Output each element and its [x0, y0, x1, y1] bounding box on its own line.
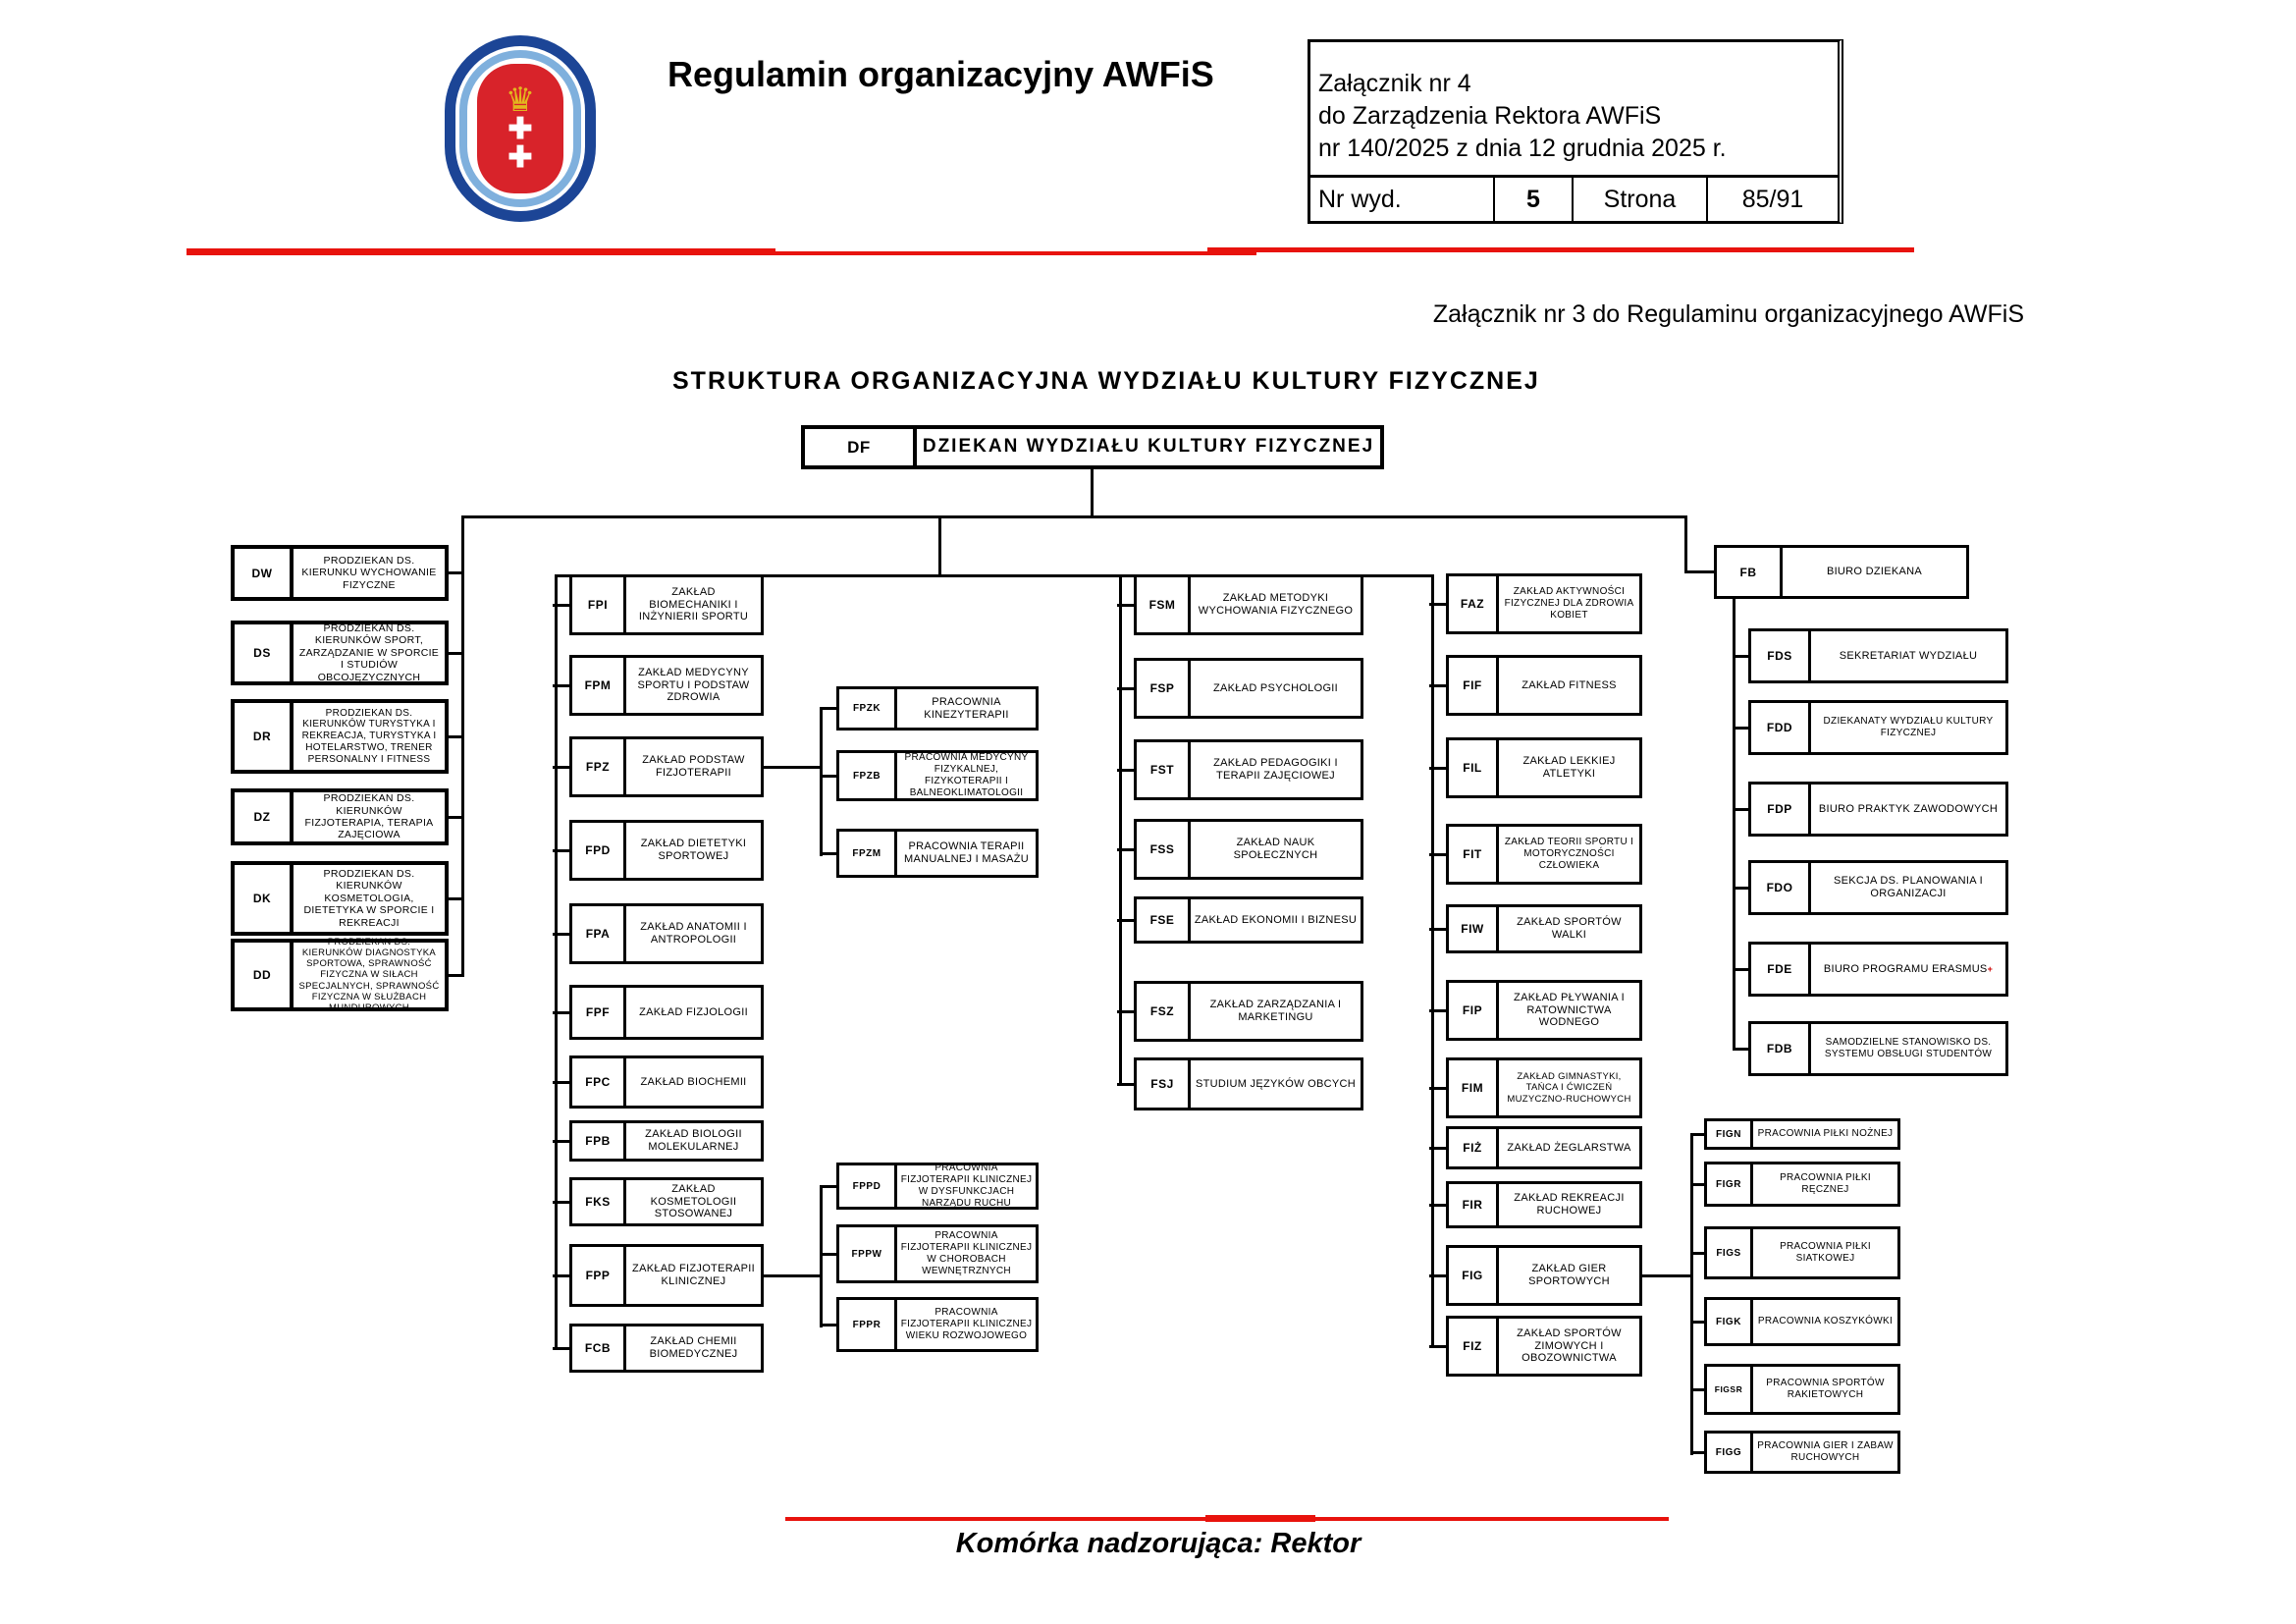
org-box-fcb [569, 1324, 764, 1373]
org-box-code: FSM [1137, 577, 1191, 632]
org-box-code: FPPW [839, 1227, 897, 1280]
org-box-label: ZAKŁAD GIMNASTYKI, TAŃCA I ĆWICZEŃ MUZYCZNO-RUCHOWYCH [1507, 1071, 1631, 1105]
connector-line [1117, 1010, 1136, 1013]
org-box-label: ZAKŁAD FITNESS [1522, 678, 1617, 691]
connector-line [553, 1140, 571, 1143]
document-title: Regulamin organizacyjny AWFiS [667, 54, 1214, 94]
org-box-code: FPZK [839, 689, 897, 728]
org-box-code: DR [235, 703, 294, 770]
org-box-label: ZAKŁAD METODYKI WYCHOWANIA FIZYCZNEGO [1198, 592, 1354, 617]
connector-line [1642, 1274, 1692, 1277]
connector-line [820, 707, 823, 856]
connector-line [1733, 727, 1750, 730]
org-box-label: DZIEKANATY WYDZIAŁU KULTURY FIZYCZNEJ [1823, 716, 1994, 738]
org-box-label: PRACOWNIA TERAPII MANUALNEJ I MASAŻU [903, 840, 1030, 865]
org-box-fpi [569, 574, 764, 635]
org-box-fss [1134, 819, 1363, 880]
org-box-code: DS [235, 624, 294, 681]
org-box-dd [231, 936, 449, 1014]
connector-line [447, 897, 463, 900]
supervision-note: Komórka nadzorująca: Rektor [955, 1528, 1362, 1559]
connector-line [1117, 687, 1136, 690]
connector-line [938, 518, 941, 577]
org-box-code: FPZB [839, 753, 897, 798]
org-box-label: ZAKŁAD DIETETYKI SPORTOWEJ [640, 838, 747, 862]
org-box-label: PRACOWNIA MEDYCYNY FIZYKALNEJ, FIZYKOTERAPII I BALNEOKLIMATOLOGII [904, 752, 1029, 798]
connector-line [1429, 603, 1448, 606]
chart-title: STRUKTURA ORGANIZACYJNA WYDZIAŁU KULTURY FIZYCZNEJ [672, 367, 1540, 395]
org-box-figs [1704, 1226, 1900, 1279]
org-box-fpp [569, 1244, 764, 1307]
org-box-code: FB [1717, 548, 1783, 596]
connector-line [1733, 887, 1750, 890]
org-box-dw [231, 545, 449, 601]
red-rule-bottom-accent [1205, 1515, 1315, 1522]
org-box-code: FCB [572, 1326, 626, 1370]
org-box-label: PRACOWNIA SPORTÓW RAKIETOWYCH [1766, 1378, 1885, 1400]
connector-line [447, 571, 463, 574]
connector-line [1690, 1183, 1706, 1186]
org-box-label: PRACOWNIA PIŁKI RĘCZNEJ [1780, 1172, 1871, 1195]
connector-line [820, 775, 838, 778]
connector-line [1117, 1083, 1136, 1086]
connector-line [1690, 1252, 1706, 1255]
org-box-code: FIF [1449, 658, 1499, 713]
connector-line [820, 707, 838, 710]
org-box-label: PRODZIEKAN DS. KIERUNKÓW TURYSTYKA I REKREACJA, TURYSTYKA I HOTELARSTWO, TRENER PERSONALNY I FITNESS [301, 707, 437, 765]
org-box-figg [1704, 1431, 1900, 1474]
connector-line [447, 735, 463, 738]
connector-line [1684, 570, 1716, 573]
org-box-fpf [569, 985, 764, 1040]
connector-line [820, 1185, 838, 1188]
org-box-fil [1446, 737, 1642, 798]
connector-line [820, 852, 838, 855]
org-box-label: STUDIUM JĘZYKÓW OBCYCH [1195, 1077, 1357, 1090]
org-box-fpzb [836, 750, 1039, 801]
connector-line [1690, 1133, 1706, 1136]
org-box-code: FSZ [1137, 984, 1191, 1039]
org-box-fse [1134, 896, 1363, 944]
org-box-faz [1446, 573, 1642, 634]
connector-line [1429, 1274, 1448, 1277]
org-box-label: DZIEKAN WYDZIAŁU KULTURY FIZYCZNEJ [922, 436, 1375, 458]
connector-line [1117, 769, 1136, 772]
org-box-code: FIGSR [1707, 1367, 1753, 1412]
org-box-code: FPP [572, 1247, 626, 1304]
org-box-code: FIŻ [1449, 1129, 1499, 1166]
org-box-label: ZAKŁAD FIZJOTERAPII KLINICZNEJ [632, 1263, 755, 1287]
connector-line [764, 1274, 822, 1277]
org-box-code: FIT [1449, 827, 1499, 882]
org-box-label: PRACOWNIA GIER I ZABAW RUCHOWYCH [1757, 1440, 1894, 1463]
org-box-fks [569, 1177, 764, 1226]
org-box-dk [231, 861, 449, 936]
attachment-line-2: do Zarządzenia Rektora AWFiS [1318, 102, 1662, 130]
org-box-label: ZAKŁAD REKREACJI RUCHOWEJ [1514, 1192, 1625, 1217]
connector-line [1117, 919, 1136, 922]
org-box-label: BIURO PROGRAMU ERASMUS + [1823, 962, 1994, 975]
org-box-fit [1446, 824, 1642, 885]
connector-line [1117, 848, 1136, 851]
org-box-fir [1446, 1181, 1642, 1228]
org-box-label: ZAKŁAD BIOCHEMII [640, 1075, 747, 1088]
gdansk-crest [477, 64, 563, 193]
org-box-fppr [836, 1297, 1039, 1352]
org-box-fign [1704, 1118, 1900, 1150]
org-box-label: ZAKŁAD MEDYCYNY SPORTU I PODSTAW ZDROWIA [637, 666, 750, 704]
org-box-fpm [569, 655, 764, 716]
org-box-label: PRODZIEKAN DS. KIERUNKÓW KOSMETOLOGIA, DIETETYKA W SPORCIE I REKREACJI [303, 868, 435, 929]
org-box-fif [1446, 655, 1642, 716]
org-box-fpzk [836, 686, 1039, 731]
connector-line [1733, 1048, 1750, 1051]
connector-line [1690, 1388, 1706, 1391]
connector-line [1429, 928, 1448, 931]
connector-line [1429, 1009, 1448, 1012]
org-box-fiż [1446, 1126, 1642, 1169]
org-box-label: ZAKŁAD EKONOMII I BIZNESU [1194, 913, 1358, 926]
org-box-fiz [1446, 1316, 1642, 1377]
attachment-meta-row [1310, 178, 1838, 221]
org-box-code: FPF [572, 988, 626, 1037]
org-box-code: FST [1137, 742, 1191, 797]
org-box-label: ZAKŁAD SPORTÓW ZIMOWYCH I OBOZOWNICTWA [1517, 1326, 1622, 1365]
connector-line [553, 1081, 571, 1084]
org-box-label: PRODZIEKAN DS. KIERUNKU WYCHOWANIE FIZYCZNE [301, 554, 437, 591]
org-box-fsj [1134, 1057, 1363, 1110]
org-box-code: FIGG [1707, 1434, 1753, 1471]
org-box-code: FIR [1449, 1184, 1499, 1225]
connector-line [1429, 853, 1448, 856]
org-box-fst [1134, 739, 1363, 800]
org-box-code: FSP [1137, 661, 1191, 716]
org-box-fpd [569, 820, 764, 881]
org-box-label: ZAKŁAD CHEMII BIOMEDYCZNEJ [649, 1335, 738, 1360]
org-box-fsz [1134, 981, 1363, 1042]
org-box-code: FSJ [1137, 1060, 1191, 1108]
connector-line [1431, 574, 1434, 1348]
connector-line [461, 515, 1687, 518]
org-box-label: PRACOWNIA FIZJOTERAPII KLINICZNEJ W DYSFUNKCJACH NARZĄDU RUCHU [900, 1163, 1033, 1209]
connector-line [553, 1347, 571, 1350]
org-box-code: FIGS [1707, 1229, 1753, 1276]
org-box-label: PRACOWNIA PIŁKI SIATKOWEJ [1780, 1241, 1871, 1264]
org-box-code: FPZ [572, 739, 626, 794]
org-box-code: FIM [1449, 1060, 1499, 1115]
connector-line [1117, 604, 1136, 607]
org-box-label: ZAKŁAD ZARZĄDZANIA I MARKETINGU [1209, 999, 1342, 1023]
org-box-fppd [836, 1163, 1039, 1210]
connector-line [1684, 518, 1687, 573]
connector-line [1091, 469, 1094, 516]
org-box-fb [1714, 545, 1969, 599]
org-box-code: FPPR [839, 1300, 897, 1349]
connector-line [1429, 1345, 1448, 1348]
strona-label: Strona [1574, 178, 1708, 221]
org-box-fpc [569, 1056, 764, 1109]
cross-icon: ✚ [507, 113, 533, 145]
org-box-label: PRACOWNIA FIZJOTERAPII KLINICZNEJ W CHOROBACH WEWNĘTRZNYCH [900, 1230, 1033, 1276]
crown-icon: ♛ [505, 81, 536, 119]
connector-line [1429, 1087, 1448, 1090]
org-box-code: FPB [572, 1123, 626, 1159]
org-box-figsr [1704, 1364, 1900, 1415]
org-box-fpb [569, 1120, 764, 1162]
org-box-code: FIGR [1707, 1164, 1753, 1204]
connector-line [1429, 1147, 1448, 1150]
org-box-code: FIZ [1449, 1319, 1499, 1374]
org-box-fsm [1134, 574, 1363, 635]
org-box-figr [1704, 1162, 1900, 1207]
org-box-dz [231, 788, 449, 845]
org-box-code: FDO [1751, 863, 1811, 912]
org-box-label: ZAKŁAD TEORII SPORTU I MOTORYCZNOŚCI CZŁOWIEKA [1504, 837, 1634, 871]
org-box-code: DW [235, 549, 294, 597]
nr-wyd-value: 5 [1495, 178, 1574, 221]
org-box-label: ZAKŁAD KOSMETOLOGII STOSOWANEJ [650, 1182, 737, 1220]
org-box-fiw [1446, 904, 1642, 953]
org-box-fig [1446, 1245, 1642, 1306]
org-box-code: FDS [1751, 631, 1811, 680]
awfis-logo [445, 35, 596, 222]
connector-line [553, 684, 571, 687]
org-box-label: ZAKŁAD NAUK SPOŁECZNYCH [1233, 837, 1318, 861]
org-box-code: FKS [572, 1180, 626, 1223]
org-box-fde [1748, 942, 2008, 997]
org-box-label: ZAKŁAD LEKKIEJ ATLETYKI [1522, 755, 1616, 780]
connector-line [820, 1324, 838, 1326]
org-box-code: FPC [572, 1058, 626, 1106]
org-box-code: FDD [1751, 703, 1811, 752]
org-box-label: PRODZIEKAN DS. KIERUNKÓW SPORT, ZARZĄDZANIE W SPORCIE I STUDIÓW OBCOJĘZYCZNYCH [298, 623, 440, 683]
org-box-label: ZAKŁAD PŁYWANIA I RATOWNICTWA WODNEGO [1514, 991, 1625, 1029]
connector-line [553, 849, 571, 852]
strona-value: 85/91 [1741, 185, 1804, 213]
connector-line [820, 1253, 838, 1256]
org-box-label: PRACOWNIA KOSZYKÓWKI [1757, 1316, 1894, 1327]
org-box-code: FSE [1137, 899, 1191, 941]
connector-line [1690, 1451, 1706, 1454]
org-box-code: FIG [1449, 1248, 1499, 1303]
org-box-code: FIGK [1707, 1300, 1753, 1343]
cross-icon: ✚ [507, 141, 533, 174]
org-box-code: FIL [1449, 740, 1499, 795]
connector-line [555, 574, 1434, 577]
org-box-code: DD [235, 943, 294, 1007]
org-box-code: FSS [1137, 822, 1191, 877]
org-box-label: ZAKŁAD PEDAGOGIKI I TERAPII ZAJĘCIOWEJ [1213, 757, 1338, 782]
org-box-code: FIW [1449, 907, 1499, 950]
org-box-code: FDP [1751, 785, 1811, 834]
org-box-label: ZAKŁAD AKTYWNOŚCI FIZYCZNEJ DLA ZDROWIA KOBIET [1504, 586, 1634, 621]
org-box-dr [231, 699, 449, 774]
attachment-table [1308, 39, 1843, 224]
attachment-subtitle: Załącznik nr 3 do Regulaminu organizacyjnego AWFiS [1432, 300, 2024, 328]
org-box-label: PRODZIEKAN DS. KIERUNKÓW FIZJOTERAPIA, TERAPIA ZAJĘCIOWA [304, 792, 434, 841]
attachment-info [1310, 42, 1838, 178]
org-box-label: PRACOWNIA KINEZYTERAPII [924, 695, 1009, 721]
org-box-code: DK [235, 865, 294, 932]
org-box-label: ZAKŁAD ANATOMII I ANTROPOLOGII [640, 921, 747, 946]
org-box-code: FPM [572, 658, 626, 713]
org-box-label: ZAKŁAD PODSTAW FIZJOTERAPII [642, 754, 745, 779]
org-box-code: FDB [1751, 1024, 1811, 1073]
logo-inner-ring [459, 50, 581, 207]
org-box-fpa [569, 903, 764, 964]
org-box-fpz [569, 736, 764, 797]
org-box-code: FPD [572, 823, 626, 878]
org-box-label: SEKRETARIAT WYDZIAŁU [1839, 649, 1978, 662]
connector-line [1429, 767, 1448, 770]
connector-line [1429, 1204, 1448, 1207]
org-box-figk [1704, 1297, 1900, 1346]
org-box-label: ZAKŁAD PSYCHOLOGII [1212, 681, 1339, 694]
connector-line [553, 604, 571, 607]
org-box-fim [1446, 1057, 1642, 1118]
connector-line [447, 974, 463, 977]
connector-line [461, 515, 464, 977]
connector-line [553, 933, 571, 936]
org-box-code: DZ [235, 792, 294, 841]
org-box-label: ZAKŁAD FIZJOLOGII [639, 1005, 748, 1018]
org-box-code: FPZM [839, 832, 897, 875]
org-box-fppw [836, 1224, 1039, 1283]
connector-line [553, 1274, 571, 1277]
red-rule-top-right [1207, 247, 1914, 252]
org-box-label: BIURO PRAKTYK ZAWODOWYCH [1818, 802, 1999, 815]
connector-line [1733, 968, 1750, 971]
org-box-label: ZAKŁAD SPORTÓW WALKI [1517, 916, 1622, 941]
org-box-df [801, 425, 1384, 469]
attachment-line-3: nr 140/2025 z dnia 12 grudnia 2025 r. [1318, 135, 1727, 162]
connector-line [820, 1185, 823, 1327]
org-box-code: FAZ [1449, 576, 1499, 631]
connector-line [1429, 684, 1448, 687]
connector-line [764, 766, 822, 769]
connector-line [1690, 1321, 1706, 1324]
attachment-line-1: Załącznik nr 4 [1318, 70, 1471, 97]
org-box-fdb [1748, 1021, 2008, 1076]
org-box-label: PRODZIEKAN DS. KIERUNKÓW DIAGNOSTYKA SPORTOWA, SPRAWNOŚĆ FIZYCZNA W SIŁACH SPECJALNYCH, SPRAWNOŚĆ FIZYCZNA W SŁUŻBACH MUNDUROWYCH [298, 936, 440, 1014]
org-box-fdo [1748, 860, 2008, 915]
org-box-label: SEKCJA DS. PLANOWANIA I ORGANIZACJI [1834, 875, 1983, 899]
org-box-fip [1446, 980, 1642, 1041]
connector-line [1733, 655, 1750, 658]
org-box-code: FIGN [1707, 1121, 1753, 1147]
org-box-fds [1748, 628, 2008, 683]
connector-line [1119, 574, 1122, 1086]
org-box-fdd [1748, 700, 2008, 755]
connector-line [1690, 1133, 1693, 1455]
org-box-label: BIURO DZIEKANA [1826, 566, 1923, 578]
org-box-label: PRACOWNIA PIŁKI NOŻNEJ [1757, 1128, 1894, 1140]
org-box-label: ZAKŁAD BIOMECHANIKI I INŻYNIERII SPORTU [638, 585, 749, 623]
org-box-ds [231, 621, 449, 685]
logo-outer-ring [445, 35, 596, 222]
org-box-code: FIP [1449, 983, 1499, 1038]
org-box-code: FPPD [839, 1165, 897, 1207]
org-box-code: FPA [572, 906, 626, 961]
connector-line [1733, 599, 1735, 1051]
nr-wyd-label: Nr wyd. [1310, 178, 1495, 221]
connector-line [447, 816, 463, 819]
connector-line [447, 652, 463, 655]
org-box-code: DF [805, 429, 917, 465]
connector-line [555, 574, 558, 1350]
org-box-label: ZAKŁAD GIER SPORTOWYCH [1528, 1263, 1610, 1287]
org-box-label: ZAKŁAD ŻEGLARSTWA [1507, 1141, 1631, 1154]
org-box-label: SAMODZIELNE STANOWISKO DS. SYSTEMU OBSŁUGI STUDENTÓW [1824, 1037, 1993, 1059]
org-box-fdp [1748, 782, 2008, 837]
org-box-fsp [1134, 658, 1363, 719]
connector-line [1733, 808, 1750, 811]
org-box-fpzm [836, 829, 1039, 878]
org-box-label: ZAKŁAD BIOLOGII MOLEKULARNEJ [645, 1128, 742, 1153]
connector-line [553, 1201, 571, 1204]
connector-line [553, 766, 571, 769]
org-box-code: FPI [572, 577, 626, 632]
red-rule-top-middle [334, 251, 1256, 255]
org-box-code: FDE [1751, 945, 1811, 994]
connector-line [553, 1011, 571, 1014]
org-box-label: PRACOWNIA FIZJOTERAPII KLINICZNEJ WIEKU ROZWOJOWEGO [900, 1307, 1033, 1341]
